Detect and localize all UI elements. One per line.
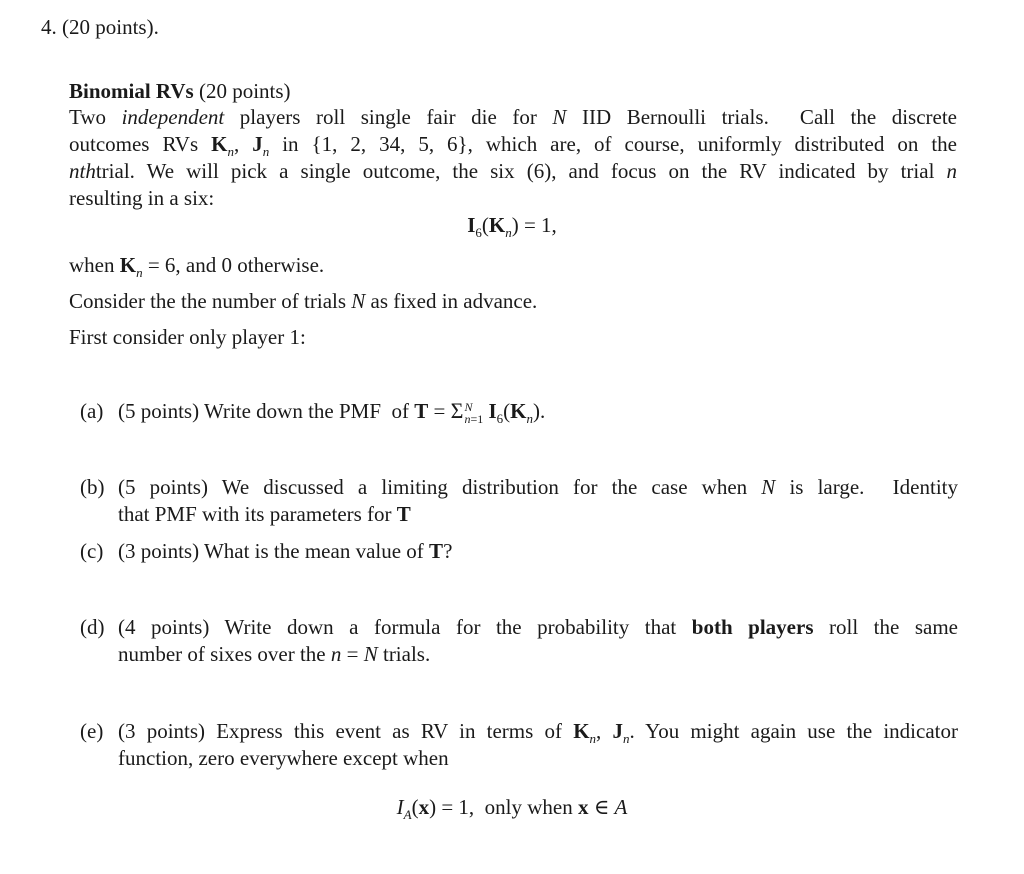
equation-indicator: $I_6(K_n) = 1$, [467,213,557,241]
item-b [80,474,958,529]
item-e-line-1: (e) (3 points) Express this event as RV in terms of $K_n$, $J_n$. You might again use the indicator [80,719,958,747]
fixed-text: Consider the the number of trials N as fixed in advance. [69,289,538,313]
item-c: (c) (3 points) What is the mean value of T? [80,539,453,563]
first-text: First consider only player 1: [69,325,306,349]
question-header [41,14,159,41]
section-points: (20 points) [198,79,291,103]
item-a-label: (a) [80,399,104,423]
section-title [69,78,291,105]
item-d-line-1: (d) (4 points) Write down a formula for the probability that both players roll the same [80,615,959,639]
item-b-line-2: that PMF with its parameters for T [118,502,411,527]
intro-line-1: Two independent players roll single fair die for N IID Bernoulli trials. Call the discrete [69,105,958,129]
intro-line-4: resulting in a six: [69,186,215,210]
question-number: 4. [41,15,57,39]
intro-line-2: outcomes RVs $K_n$, $J_n$ in {1, 2, 34, 5, 6}, which are, of course, uniformly distributed on the [69,132,958,160]
item-a: (a) (5 points) Write down the PMF of T = ΣN n=1 $I_6(K_n)$. [80,398,546,427]
item-a-points: (5 points) [118,399,200,423]
intro-line-3: nthtrial. We will pick a single outcome, the six (6), and focus on the RV indicated by trial n [69,159,957,183]
item-e-line-2: function, zero everywhere except when [118,746,449,771]
item-d-line-2: number of sixes over the n = N trials. [118,642,431,667]
item-e [80,718,958,773]
equation-indicator-set: $I_A(x) = 1$, only when x ∈ A [396,795,628,823]
item-d [80,614,958,669]
question-points: (20 points). [62,15,159,39]
when-text: when $K_n = 6$, and 0 otherwise. [69,253,325,281]
section-title-text: Binomial RVs [69,79,194,103]
item-b-line-1: (b) (5 points) We discussed a limiting distribution for the case when N is large. Identity [80,475,959,499]
